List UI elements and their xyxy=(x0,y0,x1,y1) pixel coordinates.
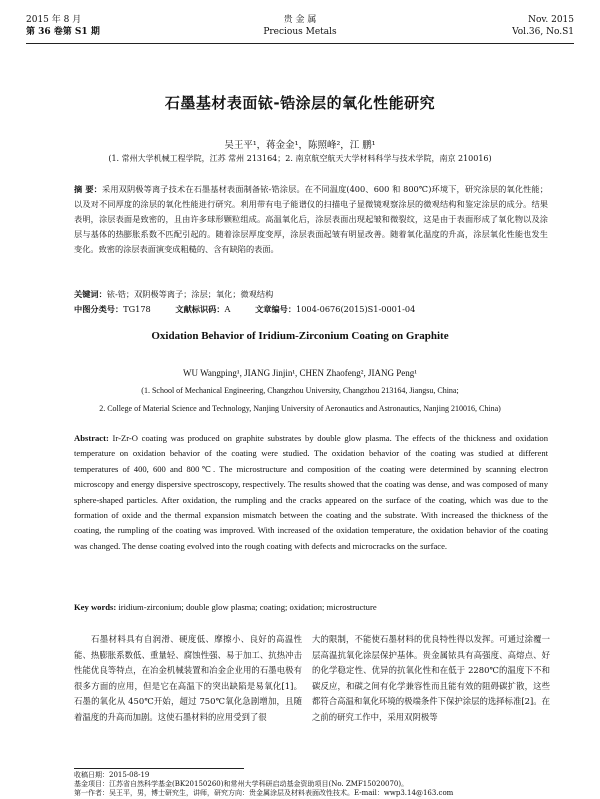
body-column-left: 石墨材料具有自润滑、硬度低、摩擦小、良好的高温性能、热膨胀系数低、重量轻、腐蚀性强、易于加工、抗热冲击性能优良等特点，在冶金机械装置和冶金企业用的石墨电极有很多方面的应用，但是它在高温下的突出缺陷是易氧化[1]。石墨的氧化从 450℃开始，超过 750℃氧化急剧增加，且随着温度的升高而加剧。这使石墨材料的应用受到了很 xyxy=(74,634,302,722)
journal-name-en: Precious Metals xyxy=(263,27,337,37)
abstract-en-text: Ir-Zr-O coating was produced on graphite substrates by double glow plasma. The effects of the thickness and oxidation temperature on oxidation behavior of the coating were studied. The oxidation behavior of the coating was studied at different temperatures of 400, 600 and 800℃. The microstructure and composition of the coating were determined by scanning electron microscopy and energy dispersive spectroscopy, respectively. The results showed that the coating was dense, and was composed of many sphere-shaped particles. After oxidation, the rumpling and the cracks appeared on the surface of the coating, which was due to the formation of oxide and the thermal expansion mismatch between the coating and the substrate. With increased the thickness of the coating, the rumpling of the coating was improved. With increased of the oxidation temperature, the oxidation behavior of the coating was changed. The dense coating evolved into the rough coating with defects and microcracks on the surface. xyxy=(74,433,548,551)
keywords-cn-label: 关键词： xyxy=(74,289,107,299)
abstract-en xyxy=(74,431,548,554)
keywords-en-label: Key words: xyxy=(74,602,117,612)
paper-title-cn: 石墨基材表面铱-锆涂层的氧化性能研究 xyxy=(164,94,436,112)
header-volume-cn: 第 36 卷第 S1 期 xyxy=(26,27,100,37)
affiliation-cn: (1. 常州大学机械工程学院，江苏 常州 213164；2. 南京航空航天大学材料科学与技术学院，南京 210016) xyxy=(108,154,492,163)
doc-code-label: 文献标识码： xyxy=(175,304,225,314)
abstract-en-label: Abstract: xyxy=(74,433,109,443)
affiliation-en-1: (1. School of Mechanical Engineering, Changzhou University, Changzhou 213164, Jiangsu, China; xyxy=(141,386,459,395)
keywords-cn xyxy=(74,287,548,301)
article-id-label: 文章编号： xyxy=(255,304,297,314)
header-right xyxy=(512,14,574,38)
affiliation-en-2: 2. College of Material Science and Technology, Nanjing University of Aeronautics and Astronautics, Nanjing 210016, China) xyxy=(99,404,501,413)
header-volume-en: Vol.36, No.S1 xyxy=(512,27,574,37)
paper-title-en: Oxidation Behavior of Iridium-Zirconium Coating on Graphite xyxy=(151,330,449,342)
journal-name-cn: 贵 金 属 xyxy=(283,15,317,25)
clc-value: TG178 xyxy=(123,304,151,314)
header-date-en: Nov. 2015 xyxy=(528,15,574,25)
body-column-right: 大的限制，不能使石墨材料的优良特性得以发挥。可通过涂覆一层高温抗氧化涂层保护基体。贵金属铱具有高强度、高熔点、好的化学稳定性、优异的抗氧化性和在低于 2280℃的温度下不和碳反应，和碳之间有化学兼容性而且能有效的阻碍碳扩散，这些都符合高温和氧化环境的极端条件下保护涂层的选择标准[2]。在之前的研究工作中，采用双阴极等 xyxy=(312,634,550,722)
abstract-cn-text: 采用双阴极等离子技术在石墨基材表面制备铱-锆涂层。在不同温度(400、600 和 800℃)环境下，研究涂层的氧化性能；以及对不同厚度的涂层的氧化性能进行研究。利用带有电子能谱仪的扫描电子显微镜观察涂层的微观结构和鉴定涂层的成分。结果表明，涂层表面是致密的，且由许多球形颗粒组成。高温氧化后，涂层表面出现起皱和微裂纹，这是由于表面形成了氧化物以及涂层与基体的热膨胀系数不匹配引起的。随着涂层厚度变厚，涂层表面起皱有明显改善。随着氧化温度的升高，涂层氧化性能也发生变化。致密的涂层表面演变成粗糙的、含有缺陷的表面。 xyxy=(74,184,548,254)
authors-cn: 吴王平¹，蒋金金¹，陈照峰²，江 鹏¹ xyxy=(224,140,376,151)
header-center xyxy=(26,14,574,38)
abstract-cn-label: 摘 要： xyxy=(74,184,102,194)
clc-label: 中图分类号： xyxy=(74,304,124,314)
footnote-received: 收稿日期：2015-08-19 xyxy=(74,771,150,779)
keywords-en-text: iridium-zirconium; double glow plasma; coating; oxidation; microstructure xyxy=(118,602,377,612)
authors-en: WU Wangping¹, JIANG Jinjin¹, CHEN Zhaofeng², JIANG Peng¹ xyxy=(183,368,417,378)
header-date: 2015 年 8 月 xyxy=(26,15,82,25)
doc-code-value: A xyxy=(224,304,231,314)
article-id-value: 1004-0676(2015)S1-0001-04 xyxy=(296,304,416,314)
keywords-en xyxy=(74,600,548,614)
keywords-cn-text: 铱-锆；双阴极等离子；涂层；氧化；微观结构 xyxy=(106,289,274,299)
footnote-divider xyxy=(74,768,244,769)
footnote-fund: 基金项目：江苏省自然科学基金(BK20150260)和常州大学科研启动基金资助项目(No. ZMF15020070)。 xyxy=(74,780,409,788)
header-divider xyxy=(26,43,574,44)
footnote-author: 第一作者：吴王平，男，博士研究生，讲师，研究方向：贵金属涂层及材料表面改性技术。E-mail：wwp3.14@163.com xyxy=(74,789,454,797)
classification-cn xyxy=(74,302,548,316)
page-header xyxy=(26,14,574,42)
abstract-cn xyxy=(74,182,548,257)
